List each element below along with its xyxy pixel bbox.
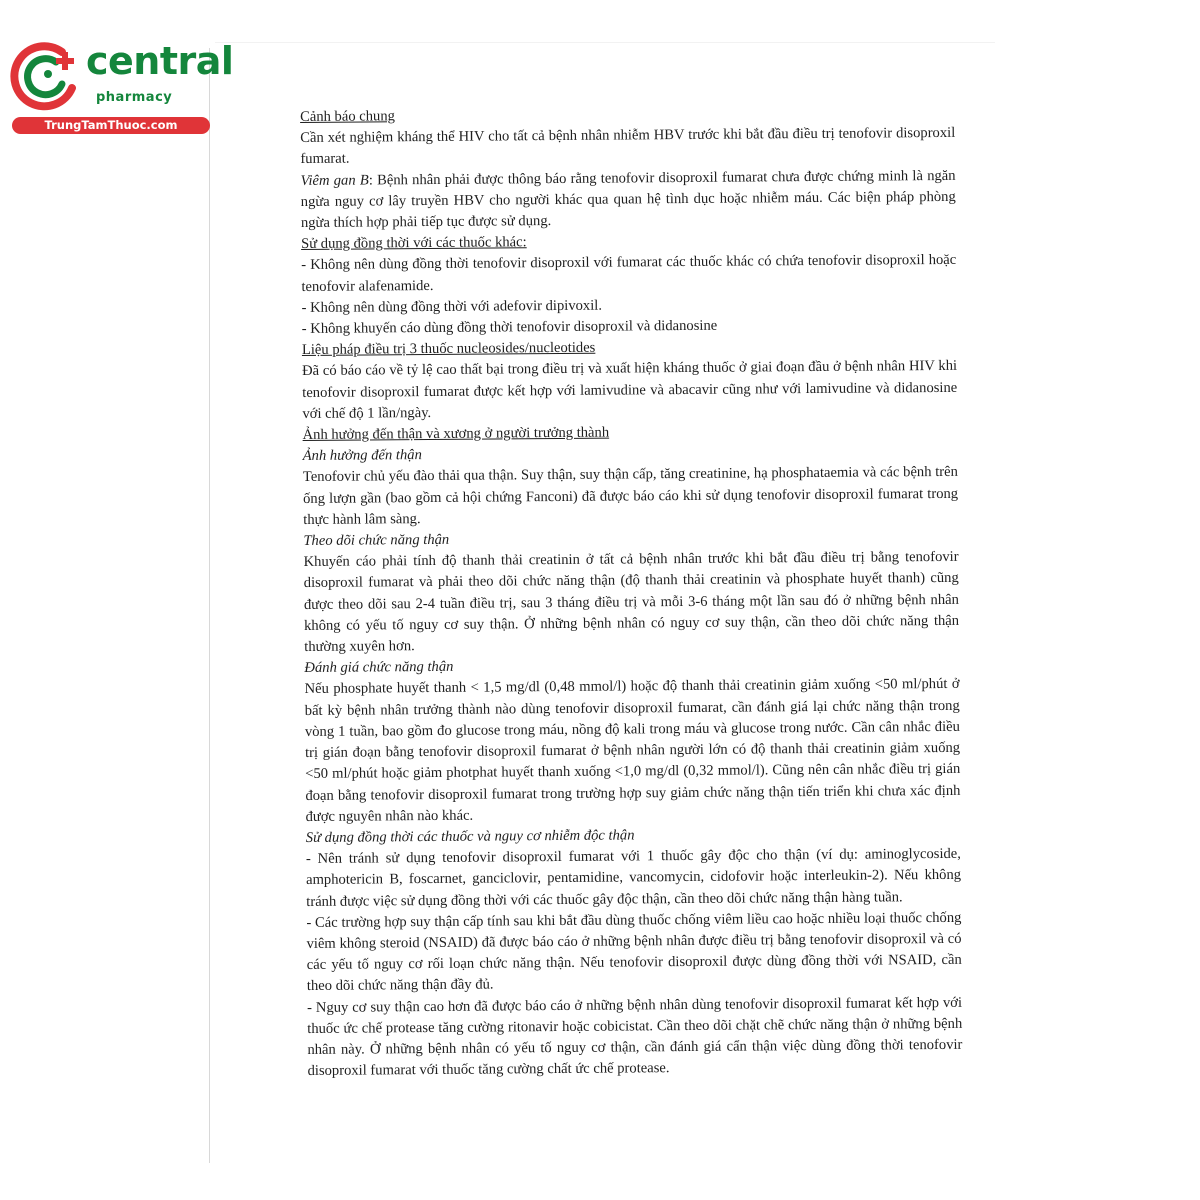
section-heading: Sử dụng đồng thời với các thuốc khác: <box>301 234 527 253</box>
paragraph: Khuyến cáo phải tính độ thanh thải creatinin ở tất cả bệnh nhân trước khi bắt đầu điều trị bằng tenofovir disoproxil fumarat và phải theo dõi chức năng thận (độ thanh thải creatinin và phosphate huyết thanh) cũng được theo dõi sau 2-4 tuần điều trị, sau 3 tháng điều trị và mỗi 3-6 tháng một lần sau đó ở những bệnh nhân không có yếu tố nguy cơ suy thận. Ở những bệnh nhân có nguy cơ suy thận, cần theo dõi chức năng thận thường xuyên hơn. <box>303 549 960 656</box>
subsection-heading: Theo dõi chức năng thận <box>303 531 450 550</box>
paragraph: Cần xét nghiệm kháng thể HIV cho tất cả bệnh nhân nhiễm HBV trước khi bắt đầu điều trị tenofovir disoproxil fumarat. <box>300 125 956 168</box>
scan-top-edge <box>215 42 995 43</box>
paragraph-text: : Bệnh nhân phải được thông báo rằng tenofovir disoproxil fumarat chưa được chứng minh là ngăn ngừa nguy cơ lây truyền HBV cho người khác qua quan hệ tình dục hoặc nhiễm máu. Các biện pháp phòng ngừa thích hợp phải tiếp tục được sử dụng. <box>300 167 956 232</box>
brand-name: central <box>86 39 234 83</box>
central-pharmacy-logo <box>10 38 234 136</box>
scan-left-edge <box>209 48 210 1163</box>
bullet-item: - Không nên dùng đồng thời tenofovir disoproxil với fumarat các thuốc khác có chứa tenofovir disoproxil hoặc tenofovir alafenamide. <box>301 252 957 295</box>
brand-url-badge: TrungTamThuoc.com <box>12 117 210 134</box>
paragraph: Đã có báo cáo về tỷ lệ cao thất bại trong điều trị và xuất hiện kháng thuốc ở giai đoạn đầu ở bệnh nhân HIV khi tenofovir disoproxil fumarat được kết hợp với lamivudine và abacavir cũng như với lamivudine và didanosine với chế độ 1 lần/ngày. <box>302 358 958 422</box>
subsection-heading: Đánh giá chức năng thận <box>304 659 454 677</box>
paragraph-hepatitis-b <box>300 165 955 234</box>
paragraph: Nếu phosphate huyết thanh < 1,5 mg/dl (0,48 mmol/l) hoặc độ thanh thải creatinin giảm xuống <50 ml/phút ở bất kỳ bệnh nhân trưởng thành nào dùng tenofovir disoproxil fumarat, cần đánh giá lại chức năng thận trong vòng 1 tuần, bao gồm đo glucose trong máu, nồng độ kali trong máu và glucose trong nước. Cần cân nhắc điều trị gián đoạn bằng tenofovir disoproxil fumarat ở bệnh nhân người lớn có độ thanh thải creatinin giảm xuống <50 ml/phút hoặc giảm photphat huyết thanh xuống <1,0 mg/dl (0,32 mmol/l). Cũng nên cân nhắc điều trị gián đoạn bằng tenofovir disoproxil fumarat trong trường hợp suy giảm chức năng thận tiến triển khi chưa xác định được nguyên nhân nào khác. <box>304 676 961 825</box>
section-heading: Liệu pháp điều trị 3 thuốc nucleosides/nucleotides <box>301 339 596 359</box>
bullet-item: - Nên tránh sử dụng tenofovir disoproxil fumarat với 1 thuốc gây độc cho thận (ví dụ: aminoglycoside, amphotericin B, foscarnet, ganciclovir, pentamidine, vancomycin, cidofovir hoặc interleukin-2). Nếu không tránh được việc sử dụng đồng thời với các thuốc gây độc thận, cần theo dõi chức năng thận hàng tuần. <box>305 845 962 910</box>
bullet-item: - Không nên dùng đồng thời với adefovir dipivoxil. <box>301 297 603 316</box>
subsection-heading: Ảnh hưởng đến thận <box>302 447 422 465</box>
document-body <box>300 102 963 1082</box>
paragraph: Tenofovir chủ yếu đào thải qua thận. Suy thận, suy thận cấp, tăng creatinine, hạ phosphataemia và các bệnh trên ống lượn gần (bao gồm cả hội chứng Fanconi) đã được báo cáo khi sử dụng tenofovir disoproxil fumarat trong thực hành lâm sàng. <box>302 464 959 528</box>
brand-subtitle: pharmacy <box>96 90 173 105</box>
section-heading: Cảnh báo chung <box>300 108 395 125</box>
bullet-item: - Nguy cơ suy thận cao hơn đã được báo cáo ở những bệnh nhân dùng tenofovir disoproxil fumarat kết hợp với thuốc ức chế protease tăng cường ritonavir hoặc cobicistat. Cần theo dõi chặt chẽ chức năng thận ở những bệnh nhân này. Ở những bệnh nhân có yếu tố nguy cơ thận, cần đánh giá cẩn thận việc dùng đồng thời tenofovir disoproxil fumarat với thuốc tăng cường chất ức chế protease. <box>307 994 963 1080</box>
section-heading: Ảnh hưởng đến thận và xương ở người trưởng thành <box>302 424 610 444</box>
subsection-heading: Sử dụng đồng thời các thuốc và nguy cơ nhiễm độc thận <box>305 827 635 846</box>
pharmacy-cross-logo-icon <box>10 38 86 114</box>
inline-label: Viêm gan B <box>300 172 369 189</box>
bullet-item: - Không khuyến cáo dùng đồng thời tenofovir disoproxil và didanosine <box>301 317 718 338</box>
bullet-item: - Các trường hợp suy thận cấp tính sau khi bắt đầu dùng thuốc chống viêm liều cao hoặc nhiều loại thuốc chống viêm không steroid (NSAID) đã được báo cáo ở những bệnh nhân được điều trị bằng tenofovir disoproxil và có các yếu tố nguy cơ rối loạn chức năng thận. Nếu tenofovir disoproxil được dùng đồng thời với NSAID, cần theo dõi chức năng thận đầy đủ. <box>306 909 962 995</box>
